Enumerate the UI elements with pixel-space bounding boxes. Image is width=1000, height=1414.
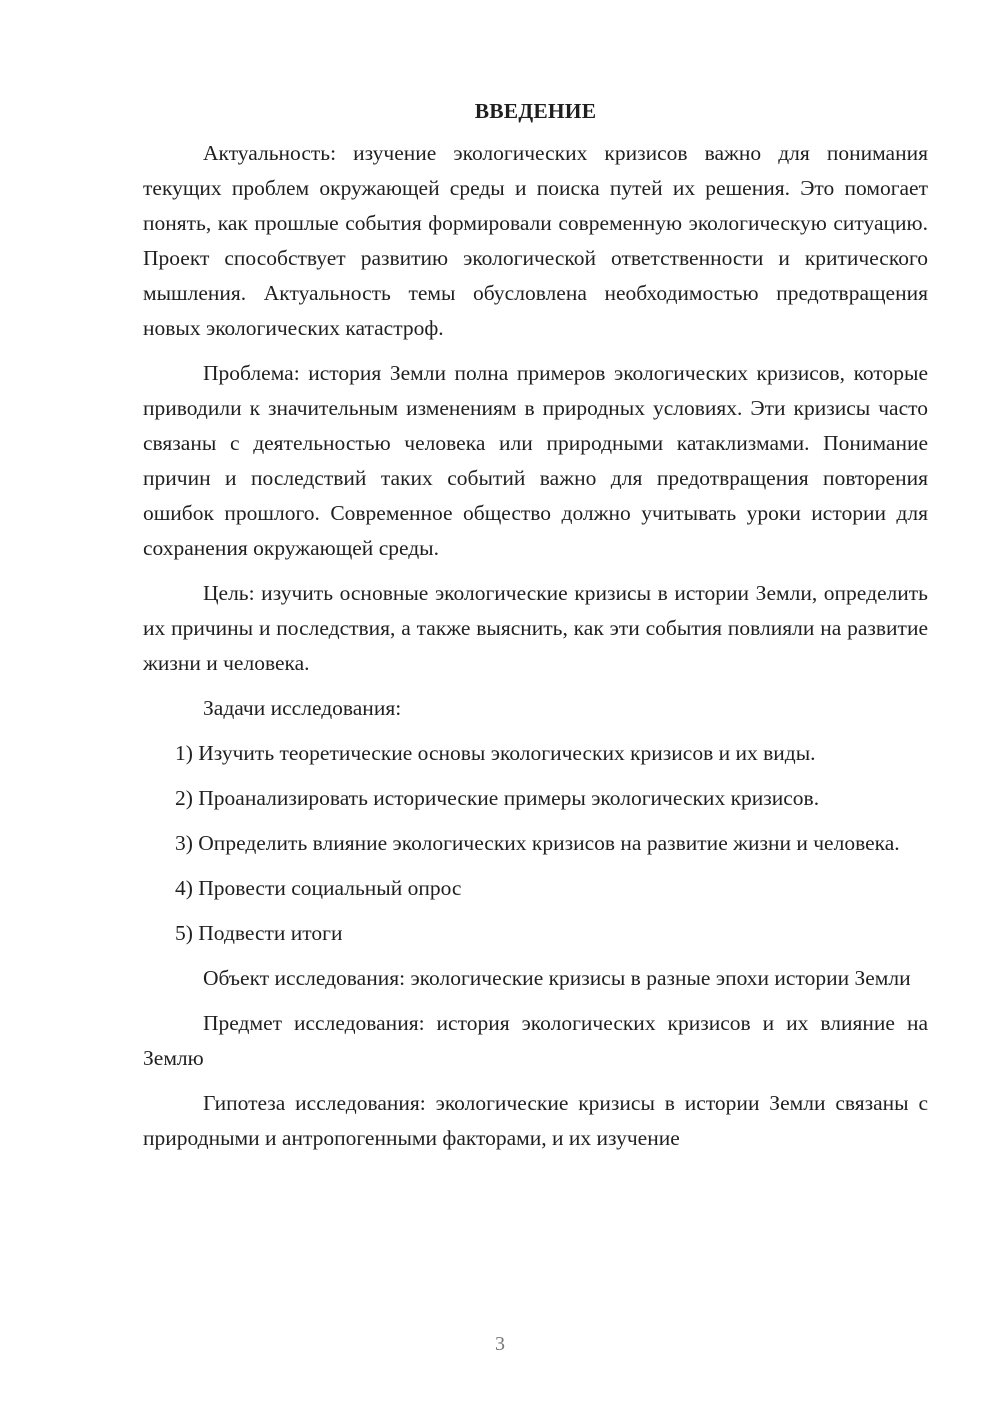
task-item: 2) Проанализировать исторические примеры экологических кризисов. <box>175 786 820 810</box>
task-item: 3) Определить влияние экологических кризисов на развитие жизни и человека. <box>175 831 900 855</box>
paragraph-goal: Цель: изучить основные экологические кризисы в истории Земли, определить их причины и последствия, а также выяснить, как эти события повлияли на развитие жизни и человека. <box>143 581 928 675</box>
task-item: 5) Подвести итоги <box>175 921 343 945</box>
paragraph-tasks-heading: Задачи исследования: <box>203 696 402 720</box>
task-item: 1) Изучить теоретические основы экологических кризисов и их виды. <box>175 741 816 765</box>
paragraph-subject: Предмет исследования: история экологических кризисов и их влияние на Землю <box>143 1011 928 1070</box>
paragraph-problem: Проблема: история Земли полна примеров экологических кризисов, которые приводили к значительным изменениям в природных условиях. Эти кризисы часто связаны с деятельностью человека или природными катаклизмами. Понимание причин и последствий таких событий важно для предотвращения повторения ошибок прошлого. Современное общество должно учитывать уроки истории для сохранения окружающей среды. <box>143 361 928 560</box>
page-number: 3 <box>495 1333 505 1355</box>
paragraph-relevance: Актуальность: изучение экологических кризисов важно для понимания текущих проблем окружающей среды и поиска путей их решения. Это помогает понять, как прошлые события формировали современную экологическую ситуацию. Проект способствует развитию экологической ответственности и критического мышления. Актуальность темы обусловлена необходимостью предотвращения новых экологических катастроф. <box>143 141 928 340</box>
paragraph-object: Объект исследования: экологические кризисы в разные эпохи истории Земли <box>203 966 911 990</box>
paragraph-hypothesis: Гипотеза исследования: экологические кризисы в истории Земли связаны с природными и антропогенными факторами, и их изучение <box>143 1091 928 1150</box>
task-item: 4) Провести социальный опрос <box>175 876 462 900</box>
page-content <box>143 94 928 1166</box>
page-title: ВВЕДЕНИЕ <box>474 99 597 123</box>
